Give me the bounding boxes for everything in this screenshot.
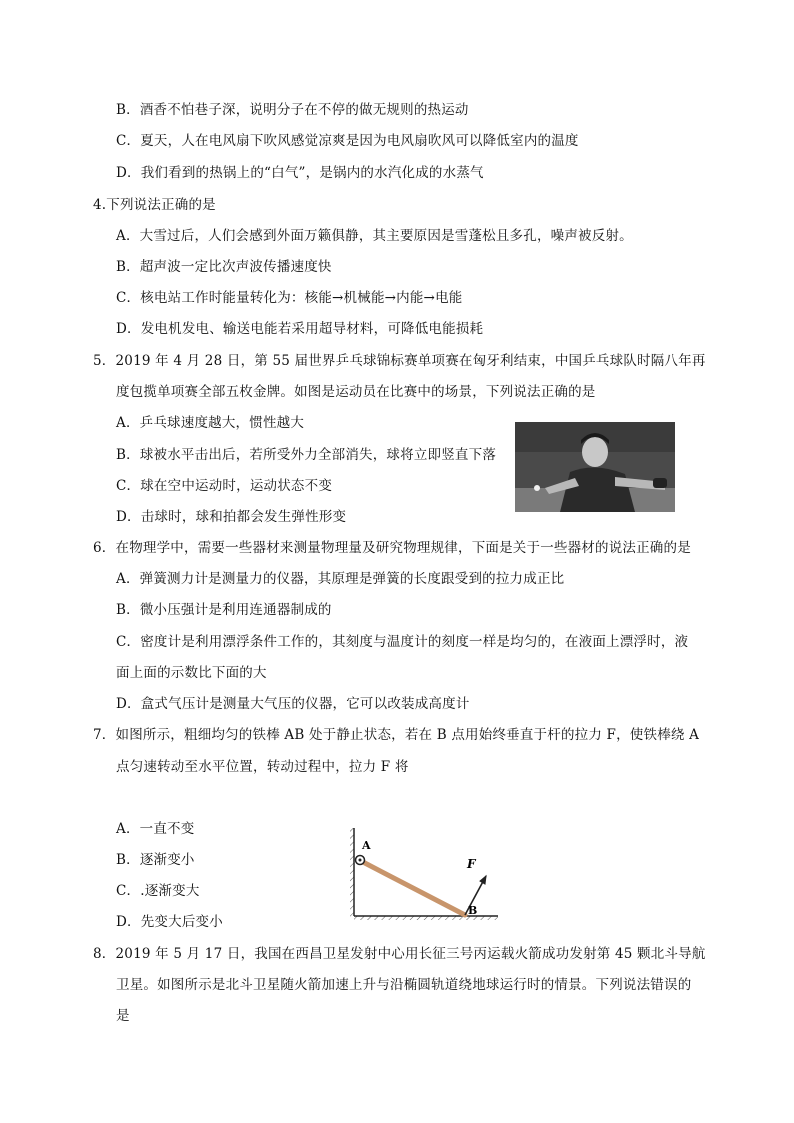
q3-option-d: D．我们看到的热锅上的“白气”，是锅内的水汽化成的水蒸气 <box>116 165 484 181</box>
q6-option-b: B．微小压强计是利用连通器制成的 <box>116 602 332 618</box>
q7-stem-line1: 7．如图所示，粗细均匀的铁棒 AB 处于静止状态，若在 B 点用始终垂直于杆的拉力 F，使铁棒绕 A <box>93 727 700 743</box>
q6-option-c-line1: C．密度计是利用漂浮条件工作的，其刻度与温度计的刻度一样是均匀的，在液面上漂浮时，液 <box>116 634 689 650</box>
q7-option-a: A．一直不变 <box>116 821 195 837</box>
q8-stem-line2: 卫星。如图所示是北斗卫星随火箭加速上升与沿椭圆轨道绕地球运行时的情景。下列说法错误的 <box>116 977 692 993</box>
table-tennis-player-image <box>515 422 675 512</box>
q4-stem: 4.下列说法正确的是 <box>93 197 216 213</box>
q8-stem-line1: 8．2019 年 5 月 17 日，我国在西昌卫星发射中心用长征三号丙运载火箭成功发射第 45 颗北斗导航 <box>93 946 706 962</box>
lever-diagram <box>348 826 498 920</box>
q4-option-c: C．核电站工作时能量转化为：核能→机械能→内能→电能 <box>116 290 463 306</box>
force-label-f: F <box>467 857 476 871</box>
q4-option-a: A．大雪过后，人们会感到外面万籁俱静，其主要原因是雪蓬松且多孔，噪声被反射。 <box>116 228 633 244</box>
q3-option-b: B．酒香不怕巷子深，说明分子在不停的做无规则的热运动 <box>116 102 469 118</box>
q5-option-d: D．击球时，球和拍都会发生弹性形变 <box>116 509 347 525</box>
q7-stem-line2: 点匀速转动至水平位置，转动过程中，拉力 F 将 <box>116 759 409 775</box>
q6-option-a: A．弹簧测力计是测量力的仪器，其原理是弹簧的长度跟受到的拉力成正比 <box>116 571 565 587</box>
q5-stem-line1: 5．2019 年 4 月 28 日，第 55 届世界乒乓球锦标赛单项赛在匈牙利结束，中国乒乓球队时隔八年再 <box>93 353 706 369</box>
q6-option-c-line2: 面上面的示数比下面的大 <box>116 665 267 681</box>
table-tennis-photo <box>515 422 675 512</box>
lever-label-a: A <box>362 839 371 852</box>
q6-option-d: D．盒式气压计是测量大气压的仪器，它可以改装成高度计 <box>116 696 470 712</box>
q3-option-c: C．夏天，人在电风扇下吹风感觉凉爽是因为电风扇吹风可以降低室内的温度 <box>116 133 579 149</box>
q5-stem-line2: 度包揽单项赛全部五枚金牌。如图是运动员在比赛中的场景，下列说法正确的是 <box>116 384 596 400</box>
lever-diagram-svg <box>348 826 498 920</box>
q7-option-d: D．先变大后变小 <box>116 914 223 930</box>
q5-option-c: C．球在空中运动时，运动状态不变 <box>116 478 333 494</box>
q7-option-b: B．逐渐变小 <box>116 852 195 868</box>
q6-stem: 6．在物理学中，需要一些器材来测量物理量及研究物理规律，下面是关于一些器材的说法正确的是 <box>93 540 691 556</box>
q4-option-b: B．超声波一定比次声波传播速度快 <box>116 259 332 275</box>
q8-stem-line3: 是 <box>116 1008 130 1024</box>
q5-option-b: B．球被水平击出后，若所受外力全部消失，球将立即竖直下落 <box>116 447 497 463</box>
q4-option-d: D．发电机发电、输送电能若采用超导材料，可降低电能损耗 <box>116 321 484 337</box>
q5-option-a: A．乒乓球速度越大，惯性越大 <box>116 415 305 431</box>
lever-label-b: B <box>468 904 478 917</box>
q7-option-c: C．.逐渐变大 <box>116 883 200 899</box>
